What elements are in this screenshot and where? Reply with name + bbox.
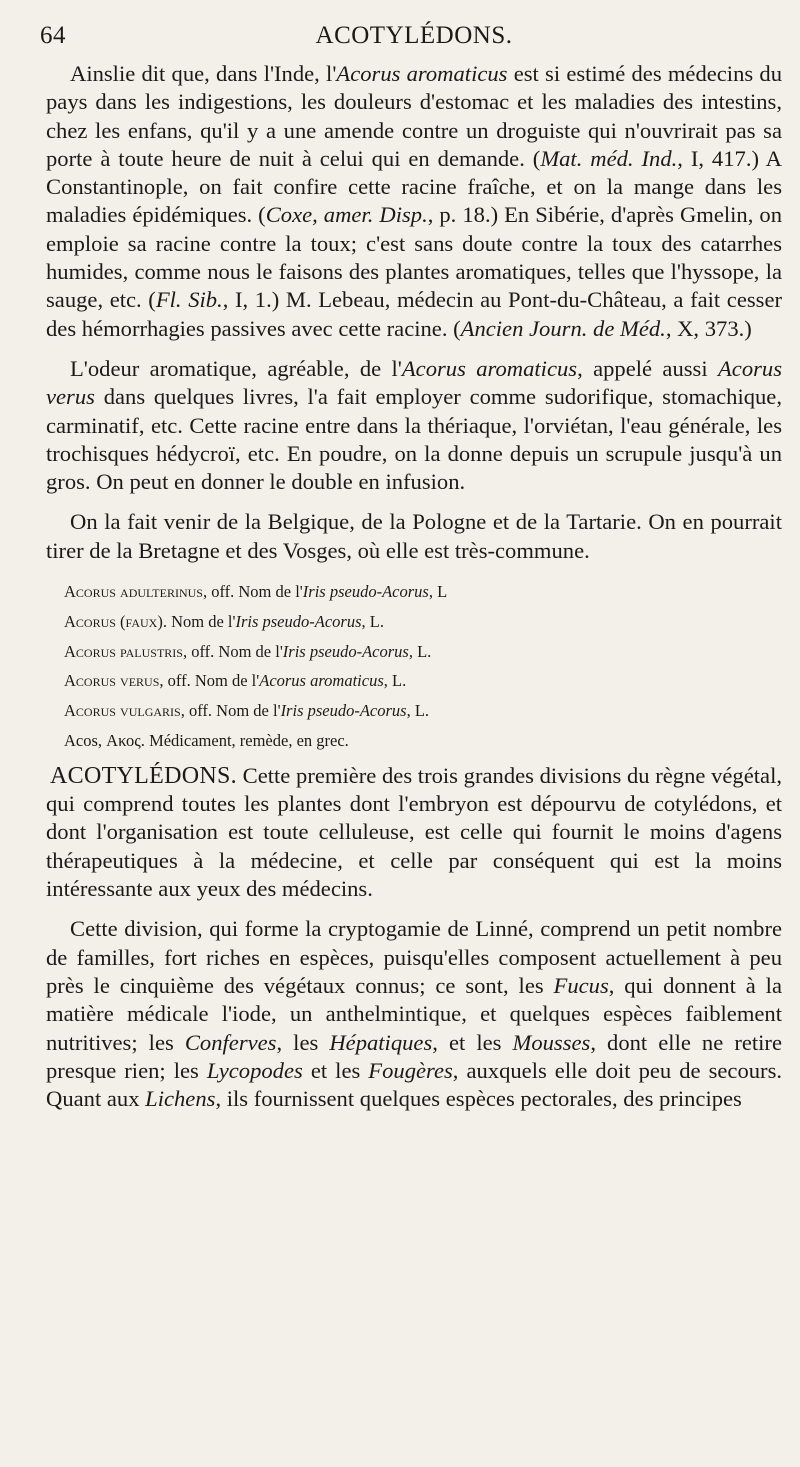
book-page: [40, 18, 783, 1113]
paragraph-odeur: L'odeur aromatique, agréable, de l'Acorus aromaticus, appelé aussi Acorus verus dans quelques livres, l'a fait employer comme sudorifique, stomachique, carminatif, etc. Cette racine entre dans la thériaque, l'orviétan, l'eau générale, les trochisques hédycroï, etc. En poudre, on la donne depuis un scrupule jusqu'à un gros. On peut en donner le double en infusion.: [46, 355, 782, 495]
running-title: ACOTYLÉDONS.: [315, 22, 513, 49]
paragraph-provenance: On la fait venir de la Belgique, de la Pologne et de la Tartarie. On en pourrait tirer de la Bretagne et des Vosges, où elle est très-commune.: [46, 509, 782, 563]
page-header: [40, 18, 782, 54]
page-number: 64: [40, 22, 66, 49]
synonym-entry: Acorus vulgaris, off. Nom de l'Iris pseudo-Acorus, L.: [64, 701, 430, 721]
headword: ACOTYLÉDONS.: [50, 762, 237, 789]
synonym-entry: Acorus verus, off. Nom de l'Acorus aromaticus, L.: [64, 671, 407, 691]
synonym-entry: Acos, Ακος. Médicament, remède, en grec.: [64, 731, 349, 751]
paragraph-ainslie: Ainslie dit que, dans l'Inde, l'Acorus aromaticus est si estimé des médecins du pays dans les indigestions, les douleurs d'estomac et les maladies des intestins, chez les enfans, qu'il y a une amende contre un droguiste qui n'ouvrirait pas sa porte à toute heure de nuit à celui qui en demande. (Mat. méd. Ind., I, 417.) A Constantinople, on fait confire cette racine fraîche, et on la mange dans les maladies épidémiques. (Coxe, amer. Disp., p. 18.) En Sibérie, d'après Gmelin, on emploie sa racine contre la toux; c'est sans doute contre la toux des catarrhes humides, comme nous le faisons des plantes aromatiques, telles que l'hyssope, la sauge, etc. (Fl. Sib., I, 1.) M. Lebeau, médecin au Pont-du-Château, a fait cesser des hémorrhagies passives avec cette racine. (Ancien Journ. de Méd., X, 373.): [46, 61, 782, 341]
synonym-entry: Acorus adulterinus, off. Nom de l'Iris pseudo-Acorus, L: [64, 582, 448, 602]
synonym-entry: Acorus (faux). Nom de l'Iris pseudo-Acorus, L.: [64, 611, 384, 631]
synonym-entries: [46, 577, 782, 756]
synonym-entry: Acorus palustris, off. Nom de l'Iris pseudo-Acorus, L.: [64, 641, 432, 661]
paragraph-acotyledons: ACOTYLÉDONS. Cette première des trois grandes divisions du règne végétal, qui comprend toutes les plantes dont l'embryon est dépourvu de cotylédons, et dont l'organisation est toute celluleuse, est celle qui fournit le moins d'agens thérapeutiques à la médecine, et celle par conséquent qui est la moins intéressante aux yeux des médecins.: [46, 762, 782, 902]
paragraph-division: Cette division, qui forme la cryptogamie de Linné, comprend un petit nombre de familles, fort riches en espèces, puisqu'elles composent actuellement à peu près le cinquième des végétaux connus; ce sont, les Fucus, qui donnent à la matière médicale l'iode, un anthelmintique, et quelques espèces faiblement nutritives; les Conferves, les Hépatiques, et les Mousses, dont elle ne retire presque rien; les Lycopodes et les Fougères, auxquels elle doit peu de secours. Quant aux Lichens, ils fournissent quelques espèces pectorales, des principes: [46, 916, 783, 1112]
